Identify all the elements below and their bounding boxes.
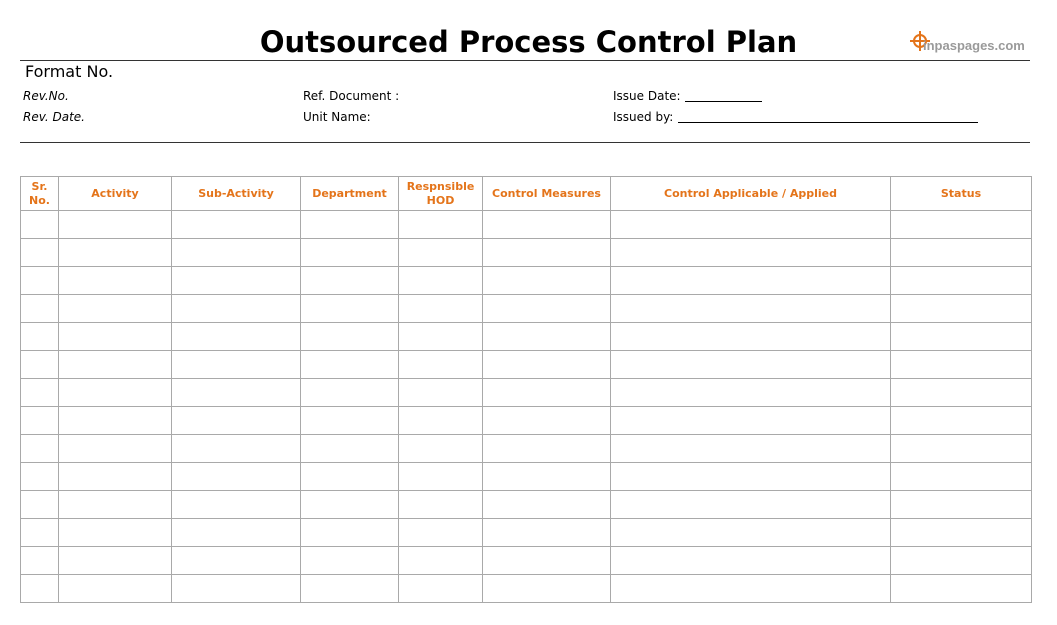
table-row bbox=[21, 547, 1032, 575]
col-header-responsible-hod: Respnsible HOD bbox=[399, 177, 483, 211]
issued-by-label: Issued by: bbox=[613, 110, 674, 124]
cell-control-measures[interactable] bbox=[483, 295, 611, 323]
cell-status[interactable] bbox=[891, 351, 1032, 379]
cell-control-applicable[interactable] bbox=[611, 491, 891, 519]
cell-control-measures[interactable] bbox=[483, 491, 611, 519]
table-row bbox=[21, 239, 1032, 267]
cell-activity[interactable] bbox=[59, 211, 172, 239]
meta-divider bbox=[20, 142, 1030, 143]
cell-department[interactable] bbox=[301, 547, 399, 575]
cell-responsible-hod[interactable] bbox=[399, 351, 483, 379]
cell-sr-no[interactable] bbox=[21, 211, 59, 239]
cell-activity[interactable] bbox=[59, 351, 172, 379]
cell-activity[interactable] bbox=[59, 407, 172, 435]
cell-status[interactable] bbox=[891, 239, 1032, 267]
col-header-sub-activity: Sub-Activity bbox=[172, 177, 301, 211]
cell-responsible-hod[interactable] bbox=[399, 407, 483, 435]
cell-control-measures[interactable] bbox=[483, 267, 611, 295]
cell-control-applicable[interactable] bbox=[611, 211, 891, 239]
table-row bbox=[21, 379, 1032, 407]
cell-control-applicable[interactable] bbox=[611, 323, 891, 351]
table-row bbox=[21, 491, 1032, 519]
cell-status[interactable] bbox=[891, 575, 1032, 603]
cell-sub-activity[interactable] bbox=[172, 351, 301, 379]
cell-sr-no[interactable] bbox=[21, 379, 59, 407]
cell-control-applicable[interactable] bbox=[611, 295, 891, 323]
cell-responsible-hod[interactable] bbox=[399, 239, 483, 267]
cell-status[interactable] bbox=[891, 547, 1032, 575]
table-header-row bbox=[21, 177, 1032, 211]
table-body bbox=[21, 211, 1032, 603]
cell-status[interactable] bbox=[891, 211, 1032, 239]
cell-responsible-hod[interactable] bbox=[399, 379, 483, 407]
cell-activity[interactable] bbox=[59, 239, 172, 267]
cell-activity[interactable] bbox=[59, 547, 172, 575]
cell-responsible-hod[interactable] bbox=[399, 295, 483, 323]
issue-date-label: Issue Date: bbox=[613, 89, 681, 103]
cell-sub-activity[interactable] bbox=[172, 239, 301, 267]
page-title: Outsourced Process Control Plan bbox=[259, 25, 798, 59]
issued-by-field[interactable] bbox=[678, 122, 978, 123]
cell-sub-activity[interactable] bbox=[172, 435, 301, 463]
cell-sub-activity[interactable] bbox=[172, 323, 301, 351]
cell-responsible-hod[interactable] bbox=[399, 547, 483, 575]
cell-control-applicable[interactable] bbox=[611, 547, 891, 575]
cell-sr-no[interactable] bbox=[21, 407, 59, 435]
col-header-status: Status bbox=[891, 177, 1032, 211]
cell-control-measures[interactable] bbox=[483, 211, 611, 239]
cell-sub-activity[interactable] bbox=[172, 211, 301, 239]
cell-control-measures[interactable] bbox=[483, 463, 611, 491]
cell-activity[interactable] bbox=[59, 491, 172, 519]
cell-department[interactable] bbox=[301, 267, 399, 295]
table-row bbox=[21, 575, 1032, 603]
col-header-activity: Activity bbox=[59, 177, 172, 211]
cell-activity[interactable] bbox=[59, 323, 172, 351]
cell-control-applicable[interactable] bbox=[611, 267, 891, 295]
cell-control-applicable[interactable] bbox=[611, 351, 891, 379]
cell-control-applicable[interactable] bbox=[611, 379, 891, 407]
cell-sub-activity[interactable] bbox=[172, 267, 301, 295]
cell-sr-no[interactable] bbox=[21, 463, 59, 491]
cell-control-measures[interactable] bbox=[483, 519, 611, 547]
cell-control-measures[interactable] bbox=[483, 575, 611, 603]
col-header-control-measures: Control Measures bbox=[483, 177, 611, 211]
cell-status[interactable] bbox=[891, 519, 1032, 547]
col-header-sr-no: Sr. No. bbox=[21, 177, 59, 211]
cell-activity[interactable] bbox=[59, 379, 172, 407]
cell-responsible-hod[interactable] bbox=[399, 267, 483, 295]
issue-date-field[interactable] bbox=[685, 101, 762, 102]
cell-activity[interactable] bbox=[59, 519, 172, 547]
table-row bbox=[21, 323, 1032, 351]
cell-control-measures[interactable] bbox=[483, 407, 611, 435]
cell-activity[interactable] bbox=[59, 295, 172, 323]
table-row bbox=[21, 463, 1032, 491]
cell-department[interactable] bbox=[301, 491, 399, 519]
cell-responsible-hod[interactable] bbox=[399, 435, 483, 463]
table-row bbox=[21, 519, 1032, 547]
cell-control-measures[interactable] bbox=[483, 435, 611, 463]
cell-department[interactable] bbox=[301, 239, 399, 267]
cell-control-applicable[interactable] bbox=[611, 239, 891, 267]
table-row bbox=[21, 295, 1032, 323]
cell-control-measures[interactable] bbox=[483, 547, 611, 575]
cell-sr-no[interactable] bbox=[21, 575, 59, 603]
cell-control-measures[interactable] bbox=[483, 351, 611, 379]
table-row bbox=[21, 435, 1032, 463]
cell-sub-activity[interactable] bbox=[172, 407, 301, 435]
unit-name-label: Unit Name: bbox=[303, 110, 371, 124]
cell-sub-activity[interactable] bbox=[172, 519, 301, 547]
header-divider bbox=[20, 60, 1030, 61]
cell-sr-no[interactable] bbox=[21, 491, 59, 519]
cell-sub-activity[interactable] bbox=[172, 575, 301, 603]
control-plan-table bbox=[20, 176, 1032, 603]
cell-sr-no[interactable] bbox=[21, 519, 59, 547]
site-logo bbox=[910, 28, 1030, 58]
cell-department[interactable] bbox=[301, 211, 399, 239]
cell-department[interactable] bbox=[301, 379, 399, 407]
cell-sub-activity[interactable] bbox=[172, 491, 301, 519]
table-row bbox=[21, 211, 1032, 239]
cell-control-applicable[interactable] bbox=[611, 463, 891, 491]
rev-no-label: Rev.No. bbox=[23, 89, 69, 103]
cell-control-applicable[interactable] bbox=[611, 519, 891, 547]
cell-sub-activity[interactable] bbox=[172, 295, 301, 323]
cell-department[interactable] bbox=[301, 407, 399, 435]
cell-sr-no[interactable] bbox=[21, 267, 59, 295]
cell-control-applicable[interactable] bbox=[611, 407, 891, 435]
cell-status[interactable] bbox=[891, 463, 1032, 491]
cell-sub-activity[interactable] bbox=[172, 547, 301, 575]
cell-sr-no[interactable] bbox=[21, 323, 59, 351]
cell-activity[interactable] bbox=[59, 575, 172, 603]
cell-department[interactable] bbox=[301, 463, 399, 491]
cell-department[interactable] bbox=[301, 295, 399, 323]
cell-responsible-hod[interactable] bbox=[399, 491, 483, 519]
cell-sr-no[interactable] bbox=[21, 239, 59, 267]
cell-sub-activity[interactable] bbox=[172, 379, 301, 407]
table-row bbox=[21, 267, 1032, 295]
cell-responsible-hod[interactable] bbox=[399, 463, 483, 491]
cell-sr-no[interactable] bbox=[21, 351, 59, 379]
cell-status[interactable] bbox=[891, 435, 1032, 463]
cell-activity[interactable] bbox=[59, 267, 172, 295]
cell-status[interactable] bbox=[891, 323, 1032, 351]
cell-status[interactable] bbox=[891, 379, 1032, 407]
logo-text: inpaspages.com bbox=[923, 38, 1025, 53]
cell-control-measures[interactable] bbox=[483, 323, 611, 351]
col-header-control-applicable: Control Applicable / Applied bbox=[611, 177, 891, 211]
cell-control-applicable[interactable] bbox=[611, 435, 891, 463]
cell-sr-no[interactable] bbox=[21, 295, 59, 323]
rev-date-label: Rev. Date. bbox=[23, 110, 85, 124]
cell-control-measures[interactable] bbox=[483, 379, 611, 407]
cell-status[interactable] bbox=[891, 407, 1032, 435]
cell-status[interactable] bbox=[891, 295, 1032, 323]
cell-department[interactable] bbox=[301, 323, 399, 351]
ref-document-label: Ref. Document : bbox=[303, 89, 400, 103]
cell-responsible-hod[interactable] bbox=[399, 323, 483, 351]
cell-department[interactable] bbox=[301, 575, 399, 603]
cell-department[interactable] bbox=[301, 519, 399, 547]
cell-department[interactable] bbox=[301, 435, 399, 463]
cell-department[interactable] bbox=[301, 351, 399, 379]
format-no-label: Format No. bbox=[25, 62, 114, 81]
cell-sr-no[interactable] bbox=[21, 547, 59, 575]
cell-responsible-hod[interactable] bbox=[399, 211, 483, 239]
cell-activity[interactable] bbox=[59, 435, 172, 463]
cell-activity[interactable] bbox=[59, 463, 172, 491]
col-header-department: Department bbox=[301, 177, 399, 211]
cell-responsible-hod[interactable] bbox=[399, 519, 483, 547]
table-row bbox=[21, 407, 1032, 435]
cell-control-applicable[interactable] bbox=[611, 575, 891, 603]
cell-sr-no[interactable] bbox=[21, 435, 59, 463]
cell-responsible-hod[interactable] bbox=[399, 575, 483, 603]
cell-status[interactable] bbox=[891, 491, 1032, 519]
table-row bbox=[21, 351, 1032, 379]
cell-status[interactable] bbox=[891, 267, 1032, 295]
cell-control-measures[interactable] bbox=[483, 239, 611, 267]
cell-sub-activity[interactable] bbox=[172, 463, 301, 491]
